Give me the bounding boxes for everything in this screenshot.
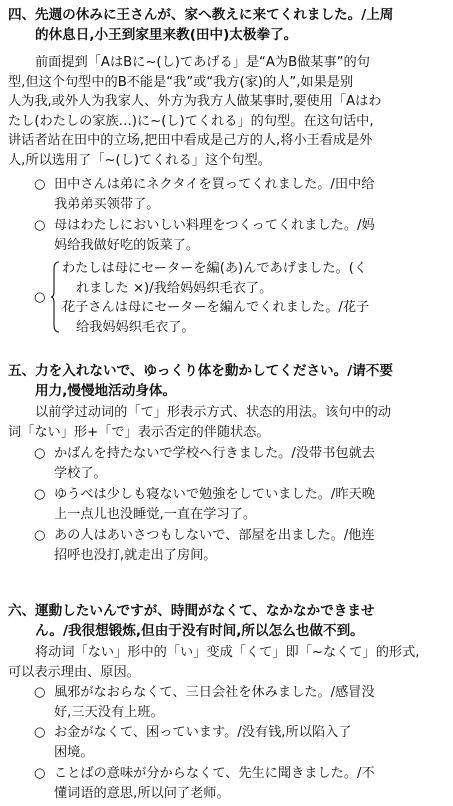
circle-bullet-icon: ○: [34, 177, 46, 192]
section-title-line: 的休息日,小王到家里来教(田中)太极拳了。: [35, 27, 298, 43]
example-sentence: [34, 485, 444, 524]
paragraph-line: たし(わたしの家族…)に~(し)てくれる」的句型。在这句话中,: [8, 113, 374, 129]
section-6-explanation: [8, 643, 445, 682]
example-line: 招呼也没打,就走出了房间。: [54, 547, 217, 563]
curly-brace-icon: [50, 261, 60, 333]
section-title-line: 運動したいんですが、時間がなくて、なかなかできませ: [35, 603, 375, 619]
paragraph-line: 以前学过动词的「て」形表示方式、状态的用法。该句中的动: [35, 405, 392, 420]
paragraph-line: 词「ない」形+「で」表示否定的伴随状态。: [8, 424, 270, 440]
circle-bullet-icon: ○: [34, 685, 46, 700]
example-line: 母はわたしにおいしい料理をつくってくれました。/妈: [54, 218, 375, 233]
circle-bullet-icon: ○: [34, 218, 46, 233]
example-line: ゆうべは少しも寝ないで勉強をしていました。/昨天晚: [54, 487, 375, 502]
section-6-heading: [8, 601, 446, 641]
paragraph-line: 将动词「ない」形中的「い」变成「くて」即「~なくて」的形式,: [35, 645, 420, 660]
example-line: ことばの意味が分からなくて、先生に聞きました。/不: [54, 766, 375, 781]
example-line: 懂词语的意思,所以问了老师。: [54, 785, 230, 801]
example-line: 我弟弟买领带了。: [54, 196, 160, 212]
paragraph-line: 型,但这个句型中的B不能是“我”或“我方(家)的人”,如果是别: [8, 74, 354, 90]
section-title-line: ん。/我很想锻炼,但由于没有时间,所以怎么也做不到。: [35, 623, 364, 639]
example-line: 花子さんは母にセーターを編んでくれました。/花子: [62, 300, 370, 315]
paragraph-line: 讲话者站在田中的立场,把田中看成是己方的人,将小王看成是外: [8, 133, 373, 148]
circle-bullet-icon: ○: [34, 290, 46, 305]
circle-bullet-icon: ○: [34, 487, 46, 502]
example-sentence: [34, 526, 444, 565]
section-title-line: 力を入れないで、ゆっくり体を動かしてください。/请不要: [35, 363, 393, 379]
section-number: 五、: [8, 363, 36, 379]
example-line: 好,三天没有上班。: [54, 704, 164, 720]
example-line: 風邪がなおらなくて、三日会社を休みました。/感冒没: [54, 685, 375, 700]
example-sentence: [34, 216, 444, 255]
example-line: 困境。: [54, 744, 94, 760]
paragraph-line: 前面提到「AはBに~(し)てあげる」是“A为B做某事”的句: [35, 55, 370, 70]
paragraph-line: 人为我,或外人为我家人、外方为我方人做某事时,要使用「Aはわ: [8, 94, 382, 109]
example-line: 妈给我做好吃的饭菜了。: [54, 237, 200, 253]
section-title-line: 先週の休みに王さんが、家へ教えに来てくれました。/上周: [35, 7, 394, 23]
section-5-explanation: [8, 403, 445, 442]
example-line: お金がなくて、困っています。/没有钱,所以陷入了: [54, 725, 352, 740]
example-line: 田中さんは弟にネクタイを買ってくれました。/田中给: [54, 177, 375, 192]
section-title-line: 用力,慢慢地活动身体。: [35, 383, 177, 399]
section-4-heading: [8, 5, 446, 45]
paragraph-line: 人,所以选用了「~(し)てくれる」这个句型。: [8, 152, 271, 168]
circle-bullet-icon: ○: [34, 446, 46, 461]
example-sentence: [34, 683, 444, 722]
example-sentence: [34, 764, 444, 803]
example-sentence: [34, 444, 444, 483]
example-sentence: [34, 175, 444, 214]
section-5-heading: [8, 361, 446, 401]
example-line: かばんを持たないで学校へ行きました。/没带书包就去: [54, 446, 375, 461]
example-line: れました ×)/我给妈妈织毛衣了。: [76, 280, 273, 296]
circle-bullet-icon: ○: [34, 766, 46, 781]
example-line: 上一点儿也没睡觉,一直在学习了。: [54, 506, 257, 522]
paragraph-line: 可以表示理由、原因。: [8, 664, 140, 680]
circle-bullet-icon: ○: [34, 528, 46, 543]
section-4-explanation: [8, 53, 445, 170]
section-number: 六、: [8, 603, 36, 619]
example-line: 学校了。: [54, 465, 107, 481]
example-line: わたしは母にセーターを編(あ)んであげました。(く: [62, 261, 368, 276]
example-group: [34, 259, 446, 337]
example-sentence: [34, 723, 444, 762]
section-number: 四、: [8, 7, 36, 23]
example-group-lines: [62, 259, 446, 337]
circle-bullet-icon: ○: [34, 725, 46, 740]
example-line: 给我妈妈织毛衣了。: [76, 319, 195, 335]
example-line: あの人はあいさつもしないで、部屋を出ました。/他连: [54, 528, 375, 543]
